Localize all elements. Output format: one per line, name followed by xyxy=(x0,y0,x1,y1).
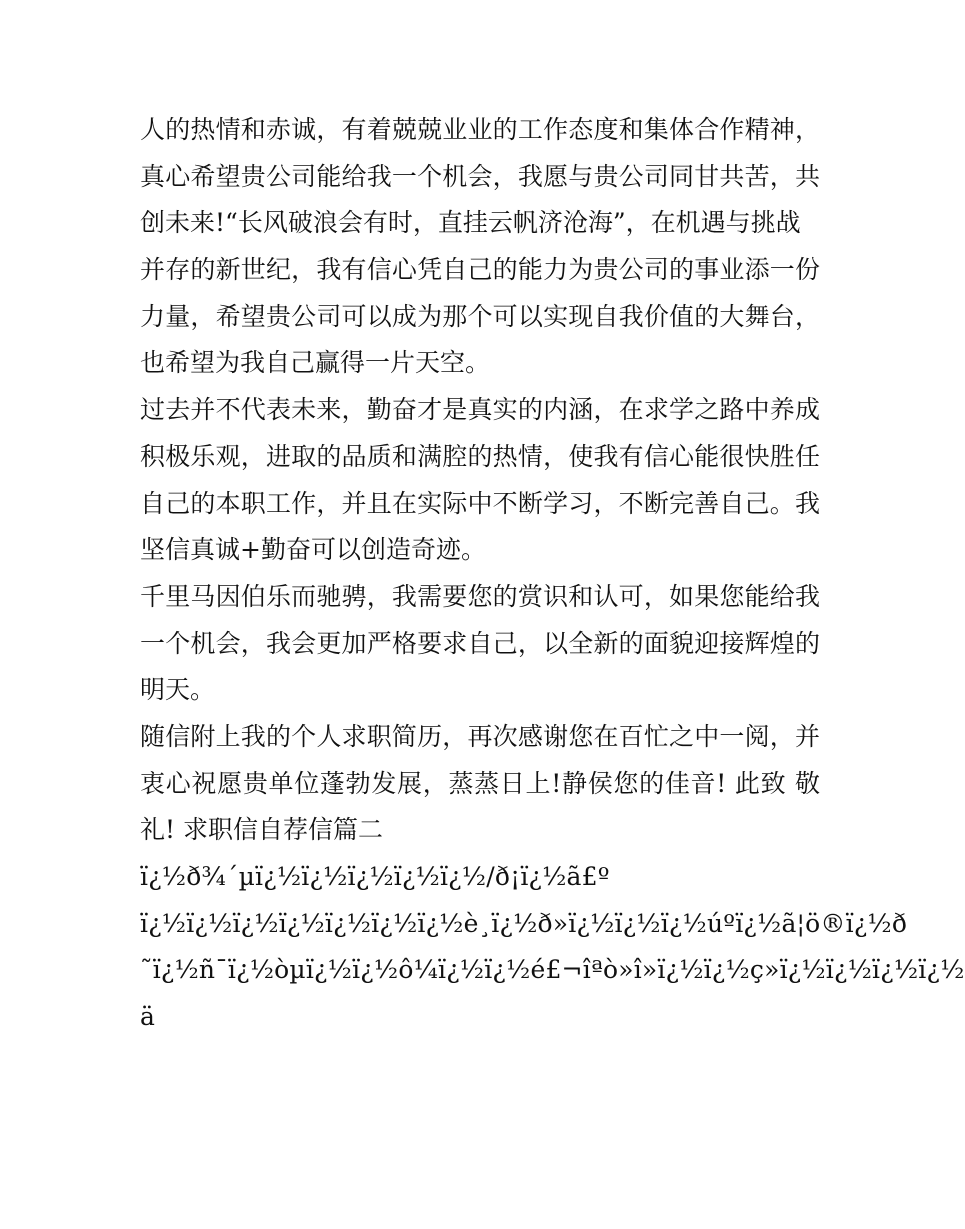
garbled-line-4: ä xyxy=(140,1002,156,1032)
text-line-14: 随信附上我的个人求职简历，再次感谢您在百忙之中一阅，并 xyxy=(140,721,820,751)
text-line-10: 坚信真诚+勤奋可以创造奇迹。 xyxy=(140,535,486,565)
text-line-11: 千里马因伯乐而驰骋，我需要您的赏识和认可，如果您能给我 xyxy=(140,581,820,611)
text-line-6: 也希望为我自己赢得一片天空。 xyxy=(140,348,491,378)
text-line-13: 明天。 xyxy=(140,675,216,705)
text-line-12: 一个机会，我会更加严格要求自己，以全新的面貌迎接辉煌的 xyxy=(140,628,820,658)
garbled-line-2: ï¿½ï¿½ï¿½ï¿½ï¿½ï¿½ï¿½è¸ï¿½ð»ï¿½ï¿½ï¿½úºï¿½ã¦ö®ï¿½ð xyxy=(140,908,908,938)
garbled-line-3: ˜ï¿½ñ¯ï¿½òµï¿½ï¿½ô¼ï¿½ï¿½é£¬îªò»î»ï¿½ï¿½ç»ï¿½ï¿½ï¿½ï¿½ xyxy=(140,955,965,985)
text-line-15: 衷心祝愿贵单位蓬勃发展，蒸蒸日上!静侯您的佳音! 此致 敬 xyxy=(140,768,820,798)
text-line-7: 过去并不代表未来，勤奋才是真实的内涵，在求学之路中养成 xyxy=(140,395,820,425)
text-line-5: 力量，希望贵公司可以成为那个可以实现自我价值的大舞台， xyxy=(140,301,820,331)
text-line-8: 积极乐观，进取的品质和满腔的热情，使我有信心能很快胜任 xyxy=(140,441,820,471)
text-line-4: 并存的新世纪，我有信心凭自己的能力为贵公司的事业添一份 xyxy=(140,255,820,285)
text-line-2: 真心希望贵公司能给我一个机会，我愿与贵公司同甘共苦，共 xyxy=(140,161,820,191)
garbled-line-1: ï¿½ð¾´µï¿½ï¿½ï¿½ï¿½ï¿½/ð¡ï¿½ã£º xyxy=(140,862,610,891)
text-line-1: 人的热情和赤诚，有着兢兢业业的工作态度和集体合作精神， xyxy=(140,115,820,144)
text-line-3: 创未来!“长风破浪会有时，直挂云帆济沧海”，在机遇与挑战 xyxy=(140,208,801,238)
text-line-16: 礼! 求职信自荐信篇二 xyxy=(140,815,383,845)
text-line-9: 自己的本职工作，并且在实际中不断学习，不断完善自己。我 xyxy=(140,488,820,518)
letter-body xyxy=(140,107,965,1041)
